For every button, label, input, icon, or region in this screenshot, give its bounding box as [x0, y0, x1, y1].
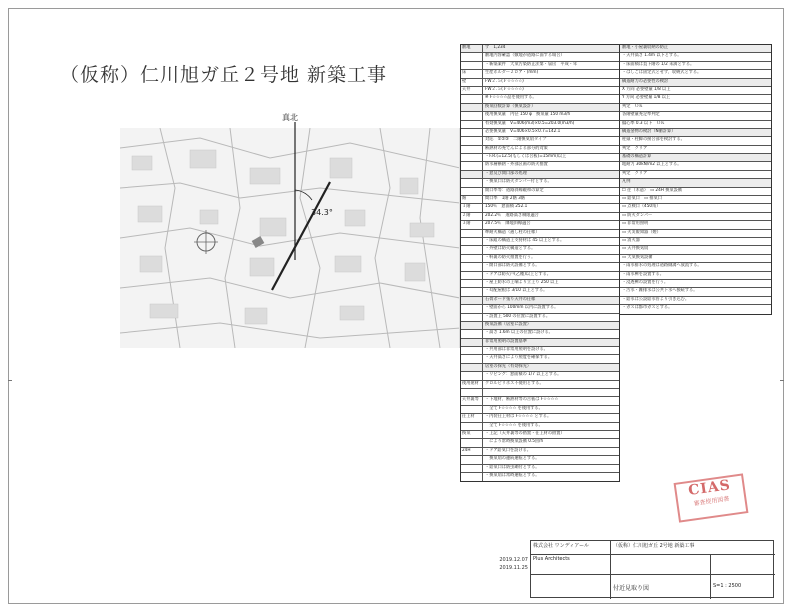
spec-row	[461, 339, 619, 347]
spec-row-value: 換気扇の連続運転とする。	[485, 456, 540, 461]
spec-row-value: 生産ホルダー２ロア・(mm)	[485, 70, 539, 75]
spec-row-value: 判定 ＯＫ	[622, 103, 643, 108]
spec-row	[461, 330, 619, 338]
spec-row-value: FW２.５(Ｆ☆☆☆☆)	[485, 86, 524, 91]
spec-row-value: ・内装仕上材は F☆☆☆☆ とする。	[485, 414, 552, 419]
spec-row	[461, 314, 619, 322]
spec-row	[461, 355, 619, 363]
spec-row-key	[461, 297, 483, 304]
spec-row-key	[461, 280, 483, 287]
spec-row-value: ・F.R.(=12.5)もしくは合板(=15mm)以上	[485, 154, 567, 159]
spec-row-value: ・換気口は防火ダンパー付とする。	[485, 179, 552, 184]
spec-row-key	[461, 263, 483, 270]
spec-row	[461, 431, 619, 439]
spec-row-key	[461, 137, 483, 144]
spec-row	[620, 62, 771, 70]
spec-row-value: 換気設備（居室に設置）	[485, 321, 532, 326]
spec-row-value: 150％ 窓面積 252.1	[485, 204, 528, 209]
spec-row	[461, 171, 619, 179]
spec-row	[620, 179, 771, 187]
spec-row-value: ▭ 給気口 ▭ 排気口	[622, 196, 662, 201]
spec-row	[620, 272, 771, 280]
spec-row	[461, 121, 619, 129]
blank-cell	[611, 555, 711, 575]
spec-row	[461, 297, 619, 305]
spec-row	[461, 414, 619, 422]
spec-row	[620, 79, 771, 87]
spec-row	[461, 104, 619, 112]
date-1: 2019.12.07	[499, 557, 528, 563]
spec-row-value	[483, 389, 619, 396]
spec-row	[461, 179, 619, 187]
spec-row-value: ▭ 大気換気設備	[622, 254, 653, 259]
spec-row-value: 有効換気量 V=406(m3)×0.5=203.0(m3/h)	[485, 120, 575, 125]
spec-row	[461, 162, 619, 170]
spec-row-key	[461, 439, 483, 446]
spec-notes-table-left	[460, 44, 620, 482]
spec-row	[620, 87, 771, 95]
spec-row	[620, 95, 771, 103]
spec-row-value: 柱頭・柱脚の接合部を検討する。	[622, 137, 685, 142]
spec-row	[461, 230, 619, 238]
spec-row	[461, 448, 619, 456]
spec-row-value: ・はしごは固定式とせず、収納式とする。	[622, 70, 702, 75]
spec-row-value: X 方向 必要壁量 1/8 以上	[622, 86, 671, 91]
spec-row-value: 全て F☆☆☆☆ を使用する。	[485, 422, 543, 427]
spec-row-key	[461, 171, 483, 178]
spec-row-value: 敷地・小屋裏収納の防止	[622, 45, 669, 49]
spec-row-value: 207.5％ 隣地斜線適合	[485, 221, 531, 226]
spec-row	[620, 196, 771, 204]
spec-row	[461, 364, 619, 372]
spec-row	[620, 246, 771, 254]
spec-row-value: 間口率 1階 2階 3階	[485, 196, 525, 201]
spec-row	[461, 272, 619, 280]
spec-row-key	[461, 473, 483, 481]
spec-row-key: 仕上材	[461, 414, 483, 421]
spec-row-value: ※ F☆☆☆☆品を使用する。	[485, 95, 537, 100]
spec-row-value: 基礎の構造計算	[622, 154, 652, 159]
spec-row-value: ・給気口は防虫網付とする。	[485, 464, 540, 469]
spec-row-key	[461, 288, 483, 295]
spec-row-value: ・ドア給気口を設ける。	[485, 447, 531, 452]
spec-row	[461, 188, 619, 196]
drawing-scale: S=1 : 2500	[713, 583, 742, 589]
spec-notes-table-right	[620, 44, 772, 315]
spec-row-key	[461, 112, 483, 119]
spec-row	[461, 465, 619, 473]
spec-row-key	[461, 95, 483, 102]
spec-row	[461, 372, 619, 380]
spec-row-value: ・汚水・雑排水は公共下水へ接続する。	[622, 288, 698, 293]
spec-row	[461, 146, 619, 154]
spec-row	[461, 246, 619, 254]
spec-row-value: ・天井高さにより照度を確保する。	[485, 355, 553, 360]
spec-row-value: ▭ 消火器	[622, 237, 640, 242]
spec-row-value: ・床組の構造上支持材は 45 以上とする。	[485, 237, 565, 242]
spec-row	[461, 439, 619, 447]
spec-row-value: ・天井高さ 1.4m 以下とする。	[622, 53, 682, 58]
spec-row-key: １階	[461, 204, 483, 211]
spec-row-key	[461, 372, 483, 379]
spec-row-value: ・高さ 1.6m 以上の位置に設ける。	[485, 330, 553, 335]
spec-row-value: Y 方向 必要壁量 1/8 以上	[622, 95, 671, 100]
spec-row-key	[461, 364, 483, 371]
spec-row	[620, 129, 771, 137]
spec-row	[461, 347, 619, 355]
spec-row	[620, 146, 771, 154]
spec-row-value: ・共用部は非常用照明を設ける。	[485, 347, 548, 352]
spec-row-value: ▭ 点検口（450角）	[622, 204, 661, 209]
spec-row	[620, 255, 771, 263]
spec-row	[461, 288, 619, 296]
spec-row-key	[461, 53, 483, 60]
spec-row	[620, 45, 771, 53]
spec-row	[461, 473, 619, 481]
spec-row-value: ▭ 天井換気扇	[622, 246, 649, 251]
spec-row-value: ・設置上 500 の位置に設置する。	[485, 313, 551, 318]
spec-row-key: 床	[461, 70, 483, 77]
spec-row-value: ・下地材、断熱材等の合板は F☆☆☆☆	[485, 397, 559, 402]
spec-row-value: ・ガスは都市ガスとする。	[622, 305, 673, 310]
spec-row-value: 必要換気量 V=406×0.5×0.7=142.1	[485, 128, 561, 133]
spec-row	[461, 87, 619, 95]
spec-row-value: ・ドアは防火戸(乙種)以上とする。	[485, 271, 551, 276]
spec-row	[461, 62, 619, 70]
spec-row-key	[461, 62, 483, 69]
spec-row	[461, 221, 619, 229]
spec-row-value: ▭ 防火ダンパー	[622, 212, 653, 217]
spec-row-key	[461, 146, 483, 153]
spec-row	[461, 423, 619, 431]
spec-row-key: ２階	[461, 213, 483, 220]
spec-row	[461, 53, 619, 61]
spec-row-value: ・外壁は防火構造とする。	[485, 246, 536, 251]
spec-row-value: 構造金物の検討（N値計算）	[622, 128, 676, 133]
spec-row-value: FW２.５(Ｆ☆☆☆☆)	[485, 78, 524, 83]
spec-row-value: 判定 クリア	[622, 170, 648, 175]
title-block	[530, 540, 774, 598]
drawing-name: 付近見取り図	[611, 575, 711, 599]
blank-cell	[711, 555, 775, 575]
spec-row	[620, 188, 771, 196]
spec-row-key	[461, 104, 483, 111]
spec-row	[620, 288, 771, 296]
spec-row-value: ・浸透桝の設置を行う。	[622, 279, 669, 284]
blank-cell	[531, 575, 611, 599]
spec-row-key: 天井	[461, 87, 483, 94]
spec-row-key: 換気	[461, 431, 483, 438]
spec-row	[461, 397, 619, 405]
spec-row-value: 石膏ボード張り天井の仕様	[485, 296, 536, 301]
revision-dates	[492, 556, 528, 572]
spec-row	[620, 230, 771, 238]
spec-row-key: 壁	[461, 79, 483, 86]
spec-row	[620, 162, 771, 170]
spec-row-value: ▭ 非常用照明	[622, 221, 649, 226]
spec-row	[620, 204, 771, 212]
spec-row-key: 使用建材	[461, 381, 483, 388]
spec-row-value: ▭ 火災報知器（煙）	[622, 229, 661, 234]
spec-row-value: 使用換気量 内径 150 φ 換気量 150 m3/h	[485, 112, 571, 117]
angle-arc	[295, 190, 312, 200]
spec-row	[620, 112, 771, 120]
spec-row	[461, 280, 619, 288]
spec-row-value: 断熱材の充てんによる部分的対策	[485, 145, 548, 150]
spec-row-value: 地耐力 30kN/m2 以上とする。	[622, 162, 682, 167]
spec-row-value: ・壁面から 100mm 以内に設置する。	[485, 305, 559, 310]
spec-row-value: 各階壁量充足率判定	[622, 112, 660, 117]
spec-row	[461, 456, 619, 464]
spec-row-key	[461, 255, 483, 262]
spec-row-key	[461, 355, 483, 362]
spec-row	[620, 53, 771, 61]
spec-row-key	[461, 389, 483, 396]
spec-row	[620, 238, 771, 246]
spec-row-key	[461, 305, 483, 312]
spec-row-value: ・開口部は防火設備とする。	[485, 263, 540, 268]
spec-row	[461, 129, 619, 137]
spec-row	[461, 45, 619, 53]
site-axis-line	[272, 182, 330, 290]
spec-row-key: 階	[461, 196, 483, 203]
spec-row	[461, 213, 619, 221]
spec-row	[461, 263, 619, 271]
company-name: 株式会社 ワンディアール	[531, 541, 611, 555]
spec-row-value: ・上記（天井裏等の措置・仕上材の措置）	[485, 430, 565, 435]
spec-row-key: ３階	[461, 221, 483, 228]
spec-row-value: ・給水は公設給水管より引き込む。	[622, 296, 690, 301]
spec-row-value: 非常用照明の設置基準	[485, 338, 527, 343]
north-indicator	[250, 110, 370, 300]
project-title: （仮称）仁川旭ガ丘２号地 新築工事	[60, 64, 388, 86]
spec-row	[461, 322, 619, 330]
sheet-edge-tick	[780, 380, 784, 381]
spec-row	[620, 213, 771, 221]
spec-row	[620, 104, 771, 112]
stamp-main-text: CIAS	[687, 477, 732, 499]
spec-row-value: 対応 ①②③ 二階換気扇タイプ	[485, 137, 547, 142]
spec-row-value: ・窓及び開口部の処理	[485, 170, 527, 175]
spec-row-key	[461, 272, 483, 279]
spec-row	[620, 263, 771, 271]
spec-row	[461, 79, 619, 87]
spec-row	[461, 381, 619, 389]
spec-row-value: 準耐火構造（通し柱の仕様）	[485, 229, 540, 234]
project-name: （仮称）仁川旭ガ丘 2号地 新築工事	[611, 541, 775, 555]
spec-row-value: 202.2％ 道路高さ制限適合	[485, 212, 539, 217]
spec-row-key	[461, 465, 483, 472]
spec-row	[461, 95, 619, 103]
spec-row-value: 偏心率 0.3 以下 ＯＫ	[622, 120, 665, 125]
spec-row-value: 凡例	[622, 179, 631, 184]
date-2: 2019.11.25	[499, 565, 528, 571]
spec-row-key	[461, 314, 483, 321]
spec-row-key	[461, 339, 483, 346]
spec-row-value: ・屋上防水の上端より立上り 250 以上	[485, 279, 559, 284]
spec-row-key	[461, 423, 483, 430]
stamp-sub-text: 審査使用図書	[693, 495, 730, 508]
spec-row-value: 居室の採光（有効採光）	[485, 363, 532, 368]
spec-row-key	[461, 121, 483, 128]
spec-row	[620, 221, 771, 229]
spec-row	[461, 112, 619, 120]
spec-row	[461, 389, 619, 397]
spec-row-value: 防水層断熱・外部区画の防火措置	[485, 162, 548, 167]
spec-row	[461, 154, 619, 162]
spec-row-value: 開口率等：道路斜線緩和の算定	[485, 187, 544, 192]
spec-row-key	[461, 322, 483, 329]
spec-row-value: ・床面積は直下階の 1/2 未満とする。	[622, 61, 695, 66]
spec-row-key	[461, 406, 483, 413]
spec-row-value: ・雨水桝を設置する。	[622, 271, 664, 276]
spec-row	[461, 255, 619, 263]
spec-row	[620, 137, 771, 145]
spec-row-key	[461, 347, 483, 354]
spec-row-key	[461, 129, 483, 136]
spec-row-key	[461, 179, 483, 186]
spec-row-key	[461, 330, 483, 337]
spec-row	[620, 297, 771, 305]
spec-row	[620, 121, 771, 129]
spec-row-value: ・雨水排水の処理は道路側溝へ放流する。	[622, 263, 702, 268]
spec-row-value: ・新築案件 大気汚染防止法第・届出 平成・年	[485, 61, 578, 66]
spec-row-value: ず 1,234	[485, 45, 506, 49]
spec-row-value: 換気回数計算（換気設計）	[485, 103, 536, 108]
spec-row-key	[461, 154, 483, 161]
spec-row-key: 天井裏等	[461, 397, 483, 404]
north-label: 真北	[282, 113, 298, 122]
angle-label: 34.3°	[311, 208, 333, 217]
spec-row-value: ☐ 住（木造） ▭ 24H 換気設備	[622, 187, 682, 192]
spec-row-value: により常時換気設備 0.5回/h	[485, 439, 544, 444]
spec-row	[461, 204, 619, 212]
spec-row-value: ・勾配屋根は 3/10 以上とする。	[485, 288, 548, 293]
spec-row-value: クロルピリホス不使用とする。	[485, 380, 544, 385]
spec-row-key	[461, 188, 483, 195]
spec-row-value: ・リビング：窓面積の 1/7 以上とする。	[485, 372, 562, 377]
spec-row-key	[461, 238, 483, 245]
spec-row	[461, 196, 619, 204]
architect-name: Plus Architects	[531, 555, 611, 575]
spec-row-key: 24H	[461, 448, 483, 455]
spec-row-value: ・軒裏の防火措置を行う。	[485, 254, 536, 259]
spec-row	[620, 171, 771, 179]
spec-row	[461, 305, 619, 313]
spec-row-key	[461, 230, 483, 237]
spec-row-value: 敷地内容確認（敷地が道路に面する場合）	[485, 53, 565, 58]
spec-row-key	[461, 456, 483, 463]
spec-row-key	[461, 246, 483, 253]
spec-row	[461, 70, 619, 78]
sheet-edge-tick	[8, 380, 12, 381]
spec-row-value: 全て F☆☆☆☆ を使用する。	[485, 405, 543, 410]
spec-row	[620, 154, 771, 162]
spec-row-value: 構造耐力の必要性の検討	[622, 78, 669, 83]
spec-row-value: ・換気扇は常時運転とする。	[485, 472, 540, 477]
spec-row-value: 判定 クリア	[622, 145, 648, 150]
spec-row-key: 敷地	[461, 45, 483, 52]
spec-row	[461, 137, 619, 145]
spec-row-key	[461, 162, 483, 169]
spec-row	[620, 305, 771, 313]
spec-row	[461, 406, 619, 414]
spec-row	[620, 280, 771, 288]
spec-row	[461, 238, 619, 246]
spec-row	[620, 70, 771, 78]
